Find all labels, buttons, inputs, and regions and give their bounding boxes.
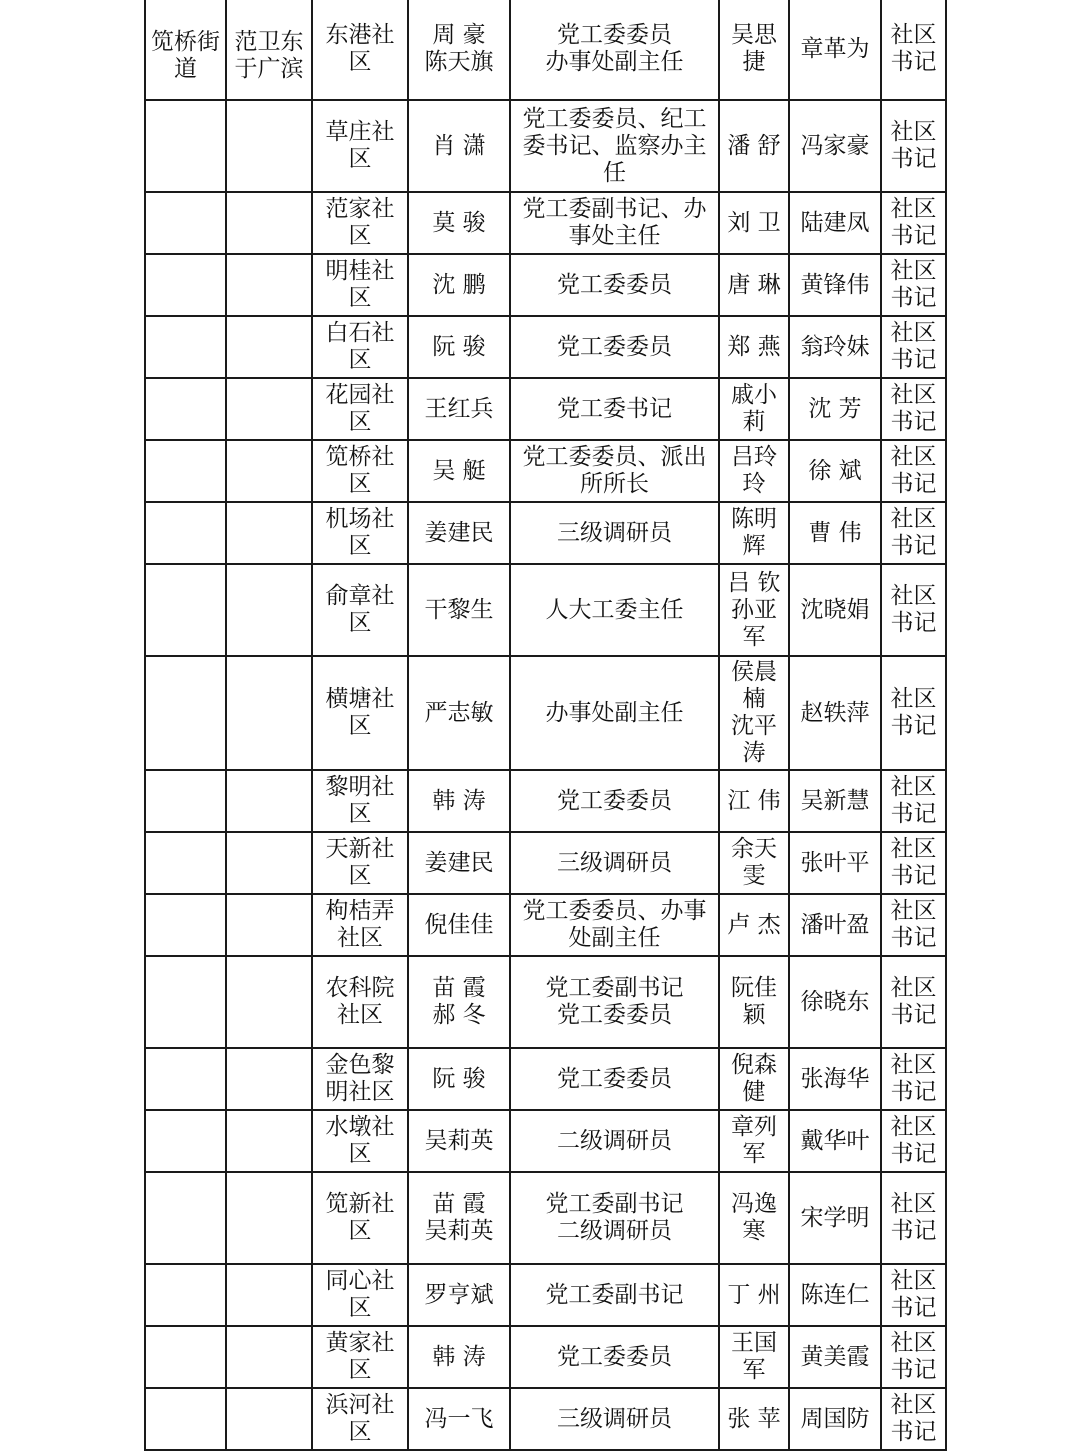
table-row [145,656,946,770]
position-cell: 党工委委员 办事处副主任 [510,0,719,100]
street-cell-empty [145,770,226,832]
street-leader-cell-empty [226,770,312,832]
contact-cell: 张 苹 [719,1388,789,1450]
table-row [145,1172,946,1264]
position-cell: 党工委委员 [510,770,719,832]
position-cell: 党工委委员 [510,316,719,378]
secretary-cell: 赵轶萍 [789,656,881,770]
contact-cell: 戚小 莉 [719,378,789,440]
contact-cell: 郑 燕 [719,316,789,378]
contact-cell: 刘 卫 [719,192,789,254]
contact-cell: 王国 军 [719,1326,789,1388]
community-cell: 范家社区 [312,192,408,254]
cadre-cell: 姜建民 [408,502,510,564]
secretary-cell: 宋学明 [789,1172,881,1264]
cadre-cell: 苗 霞 郝 冬 [408,956,510,1048]
contact-cell: 江 伟 [719,770,789,832]
street-leader-cell-empty [226,100,312,192]
street-cell-empty [145,440,226,502]
community-contact-table [144,0,947,1451]
contact-cell: 阮佳 颖 [719,956,789,1048]
position-cell: 党工委副书记 二级调研员 [510,1172,719,1264]
street-leader-cell-empty [226,894,312,956]
street-cell-empty [145,378,226,440]
role-cell: 社区 书记 [881,316,946,378]
role-cell: 社区 书记 [881,656,946,770]
table-row [145,1110,946,1172]
street-cell-empty [145,1172,226,1264]
community-cell: 黄家社区 [312,1326,408,1388]
street-cell-empty [145,1048,226,1110]
street-cell-empty [145,1264,226,1326]
contact-cell: 唐 琳 [719,254,789,316]
cadre-cell: 阮 骏 [408,1048,510,1110]
role-cell: 社区 书记 [881,832,946,894]
street-cell-empty [145,502,226,564]
table-row [145,378,946,440]
community-cell: 金色黎 明社区 [312,1048,408,1110]
position-cell: 三级调研员 [510,1388,719,1450]
street-leader-cell-empty [226,956,312,1048]
role-cell: 社区 书记 [881,1264,946,1326]
contact-cell: 吴思 捷 [719,0,789,100]
secretary-cell: 黄锋伟 [789,254,881,316]
cadre-cell: 阮 骏 [408,316,510,378]
community-cell: 明桂社区 [312,254,408,316]
table-row [145,564,946,656]
street-leader-cell-empty [226,564,312,656]
street-leader-cell-empty [226,440,312,502]
cadre-cell: 倪佳佳 [408,894,510,956]
street-cell-empty [145,1326,226,1388]
community-cell: 花园社区 [312,378,408,440]
role-cell: 社区 书记 [881,894,946,956]
street-leader-cell-empty [226,656,312,770]
cadre-cell: 干黎生 [408,564,510,656]
contact-cell: 章列 军 [719,1110,789,1172]
street-cell: 笕桥街道 [145,0,226,100]
street-leader-cell-empty [226,254,312,316]
table-row [145,1048,946,1110]
secretary-cell: 沈 芳 [789,378,881,440]
position-cell: 党工委委员、派出所所长 [510,440,719,502]
street-leader-cell-empty [226,1048,312,1110]
contact-cell: 冯逸 寒 [719,1172,789,1264]
community-cell: 机场社区 [312,502,408,564]
contact-cell: 陈明 辉 [719,502,789,564]
street-leader-cell-empty [226,1264,312,1326]
role-cell: 社区 书记 [881,440,946,502]
position-cell: 党工委委员 [510,1048,719,1110]
cadre-cell: 韩 涛 [408,1326,510,1388]
street-leader-cell-empty [226,316,312,378]
role-cell: 社区 书记 [881,564,946,656]
table-body [145,0,946,1450]
role-cell: 社区 书记 [881,502,946,564]
role-cell: 社区 书记 [881,254,946,316]
community-cell: 浜河社区 [312,1388,408,1450]
street-cell-empty [145,1110,226,1172]
cadre-cell: 严志敏 [408,656,510,770]
cadre-cell: 王红兵 [408,378,510,440]
community-cell: 水墩社区 [312,1110,408,1172]
position-cell: 三级调研员 [510,502,719,564]
contact-cell: 丁 州 [719,1264,789,1326]
cadre-cell: 韩 涛 [408,770,510,832]
secretary-cell: 冯家豪 [789,100,881,192]
table-row [145,100,946,192]
table-row [145,502,946,564]
table-row [145,192,946,254]
role-cell: 社区 书记 [881,100,946,192]
cadre-cell: 苗 霞 吴莉英 [408,1172,510,1264]
position-cell: 党工委副书记、办事处主任 [510,192,719,254]
community-cell: 白石社区 [312,316,408,378]
secretary-cell: 吴新慧 [789,770,881,832]
role-cell: 社区 书记 [881,1048,946,1110]
table-row [145,254,946,316]
contact-cell: 吕玲 玲 [719,440,789,502]
contact-cell: 侯晨 楠 沈平 涛 [719,656,789,770]
role-cell: 社区 书记 [881,192,946,254]
role-cell: 社区 书记 [881,1172,946,1264]
secretary-cell: 黄美霞 [789,1326,881,1388]
street-leader-cell-empty [226,1326,312,1388]
position-cell: 党工委副书记 [510,1264,719,1326]
street-cell-empty [145,254,226,316]
street-leader-cell-empty [226,192,312,254]
street-cell-empty [145,956,226,1048]
contact-cell: 倪森 健 [719,1048,789,1110]
community-cell: 农科院 社区 [312,956,408,1048]
community-cell: 同心社区 [312,1264,408,1326]
secretary-cell: 张叶平 [789,832,881,894]
position-cell: 党工委委员 [510,254,719,316]
secretary-cell: 翁玲妹 [789,316,881,378]
secretary-cell: 陆建凤 [789,192,881,254]
secretary-cell: 潘叶盈 [789,894,881,956]
role-cell: 社区 书记 [881,378,946,440]
table-row [145,832,946,894]
cadre-cell: 肖 潇 [408,100,510,192]
community-cell: 黎明社区 [312,770,408,832]
role-cell: 社区 书记 [881,770,946,832]
role-cell: 社区 书记 [881,1110,946,1172]
cadre-cell: 罗亨斌 [408,1264,510,1326]
table-row [145,440,946,502]
community-cell: 横塘社区 [312,656,408,770]
position-cell: 党工委副书记 党工委委员 [510,956,719,1048]
position-cell: 人大工委主任 [510,564,719,656]
community-cell: 东港社区 [312,0,408,100]
street-leader-cell-empty [226,1172,312,1264]
community-cell: 枸桔弄 社区 [312,894,408,956]
contact-cell: 吕 钦 孙亚 军 [719,564,789,656]
table-row [145,1264,946,1326]
position-cell: 办事处副主任 [510,656,719,770]
contact-cell: 潘 舒 [719,100,789,192]
street-leader-cell-empty [226,832,312,894]
street-cell-empty [145,1388,226,1450]
contact-cell: 余天 雯 [719,832,789,894]
street-cell-empty [145,564,226,656]
community-cell: 草庄社区 [312,100,408,192]
contact-cell: 卢 杰 [719,894,789,956]
street-cell-empty [145,100,226,192]
street-leader-cell-empty [226,378,312,440]
table-row [145,956,946,1048]
street-cell-empty [145,656,226,770]
street-cell-empty [145,192,226,254]
community-cell: 俞章社区 [312,564,408,656]
table-row [145,0,946,100]
secretary-cell: 戴华叶 [789,1110,881,1172]
secretary-cell: 章革为 [789,0,881,100]
cadre-cell: 莫 骏 [408,192,510,254]
community-cell: 笕桥社区 [312,440,408,502]
role-cell: 社区 书记 [881,1326,946,1388]
role-cell: 社区 书记 [881,956,946,1048]
secretary-cell: 徐晓东 [789,956,881,1048]
table-row [145,1388,946,1450]
secretary-cell: 张海华 [789,1048,881,1110]
cadre-cell: 冯一飞 [408,1388,510,1450]
street-leader-cell: 范卫东 于广滨 [226,0,312,100]
cadre-cell: 吴莉英 [408,1110,510,1172]
street-leader-cell-empty [226,1110,312,1172]
street-cell-empty [145,316,226,378]
street-leader-cell-empty [226,1388,312,1450]
cadre-cell: 沈 鹏 [408,254,510,316]
secretary-cell: 周国防 [789,1388,881,1450]
role-cell: 社区 书记 [881,0,946,100]
street-leader-cell-empty [226,502,312,564]
cadre-cell: 姜建民 [408,832,510,894]
secretary-cell: 徐 斌 [789,440,881,502]
position-cell: 三级调研员 [510,832,719,894]
street-cell-empty [145,894,226,956]
secretary-cell: 曹 伟 [789,502,881,564]
table-row [145,316,946,378]
secretary-cell: 陈连仁 [789,1264,881,1326]
street-cell-empty [145,832,226,894]
role-cell: 社区 书记 [881,1388,946,1450]
cadre-cell: 周 豪 陈天旗 [408,0,510,100]
community-cell: 天新社区 [312,832,408,894]
table-row [145,894,946,956]
table-row [145,770,946,832]
secretary-cell: 沈晓娟 [789,564,881,656]
position-cell: 党工委委员、办事处副主任 [510,894,719,956]
position-cell: 党工委书记 [510,378,719,440]
position-cell: 党工委委员、纪工委书记、监察办主任 [510,100,719,192]
position-cell: 党工委委员 [510,1326,719,1388]
cadre-cell: 吴 艇 [408,440,510,502]
position-cell: 二级调研员 [510,1110,719,1172]
table-row [145,1326,946,1388]
community-cell: 笕新社区 [312,1172,408,1264]
